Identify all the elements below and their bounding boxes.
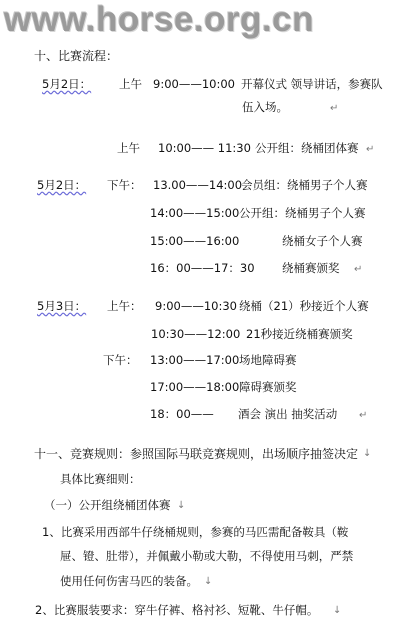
group-heading: （一）公开组绕桶团体赛 xyxy=(44,498,171,512)
time-slot: 18：00—— xyxy=(150,407,214,421)
event-jumping-awards: 障碍赛颁奖 xyxy=(239,380,297,394)
event-member-men: 会员组：绕桶男子个人赛 xyxy=(241,178,368,192)
event-21-second: 绕桶（21）秒接近个人赛 xyxy=(239,299,369,313)
period-morning: 上午 xyxy=(119,77,142,91)
rules-heading: 十一、竞赛规则：参照国际马联竞赛规则，出场顺序抽签决定 xyxy=(34,447,359,461)
event-continuation: 伍入场。 xyxy=(242,100,288,114)
time-slot: 9:00——10:00 xyxy=(153,77,235,91)
line-break-mark: ↓ xyxy=(363,448,372,459)
line-break-mark: ↓ xyxy=(333,605,342,616)
rule-item-1-line-3: 使用任何伤害马匹的装备。 xyxy=(60,574,198,588)
rule-item-1-line-2: 屉、镫、肚带），并佩戴小勒或大勒，不得使用马刺，严禁 xyxy=(60,549,354,563)
rule-item-2: 2、比赛服装要求：穿牛仔裤、格衬衫、短靴、牛仔帽。 xyxy=(35,603,319,617)
period-afternoon: 下午： xyxy=(107,178,142,192)
time-slot: 10:30——12:00 xyxy=(151,327,241,341)
date-may-3-morning: 5月3日： xyxy=(37,299,87,313)
event-barrel-awards: 绕桶赛颁奖 xyxy=(282,261,340,275)
rule-item-1-line-1: 1、比赛采用西部牛仔绕桶规则，参赛的马匹需配备鞍具（鞍 xyxy=(42,525,349,539)
event-women: 绕桶女子个人赛 xyxy=(282,234,363,248)
time-slot: 13.00——14:00 xyxy=(153,178,243,192)
period-morning: 上午： xyxy=(107,299,142,313)
event-reception: 酒会 演出 抽奖活动 xyxy=(238,407,338,421)
time-slot: 13:00——17:00 xyxy=(150,353,240,367)
event-open-team: 公开组：绕桶团体赛 xyxy=(255,141,359,155)
rules-sub-heading: 具体比赛细则： xyxy=(60,472,141,486)
period-afternoon: 下午： xyxy=(103,353,138,367)
period-morning: 上午 xyxy=(117,141,140,155)
paragraph-mark: ↵ xyxy=(330,103,339,114)
paragraph-mark: ↵ xyxy=(366,144,375,155)
paragraph-mark: ↵ xyxy=(354,264,363,275)
schedule-heading: 十、比赛流程： xyxy=(34,49,119,63)
paragraph-mark: ↵ xyxy=(359,410,368,421)
date-may-2-morning: 5月2日： xyxy=(42,77,92,91)
line-break-mark: ↓ xyxy=(204,576,213,587)
line-break-mark: ↓ xyxy=(177,500,186,511)
date-may-2-afternoon: 5月2日： xyxy=(37,178,87,192)
event-opening-ceremony: 开幕仪式 领导讲话，参赛队 xyxy=(241,77,383,91)
event-21-second-awards: 21秒接近绕桶赛颁奖 xyxy=(246,327,353,341)
site-watermark: www.horse.org.cn xyxy=(4,0,315,39)
event-show-jumping: 场地障碍赛 xyxy=(239,353,297,367)
time-slot: 9:00——10:30 xyxy=(155,299,237,313)
time-slot: 16：00——17：30 xyxy=(150,261,255,275)
time-slot: 17:00——18:00 xyxy=(150,380,240,394)
time-slot: 14:00——15:00 xyxy=(150,206,240,220)
time-slot: 15:00——16:00 xyxy=(150,234,240,248)
event-open-men: 公开组：绕桶男子个人赛 xyxy=(239,206,366,220)
time-slot: 10:00—— 11:30 xyxy=(158,141,251,155)
